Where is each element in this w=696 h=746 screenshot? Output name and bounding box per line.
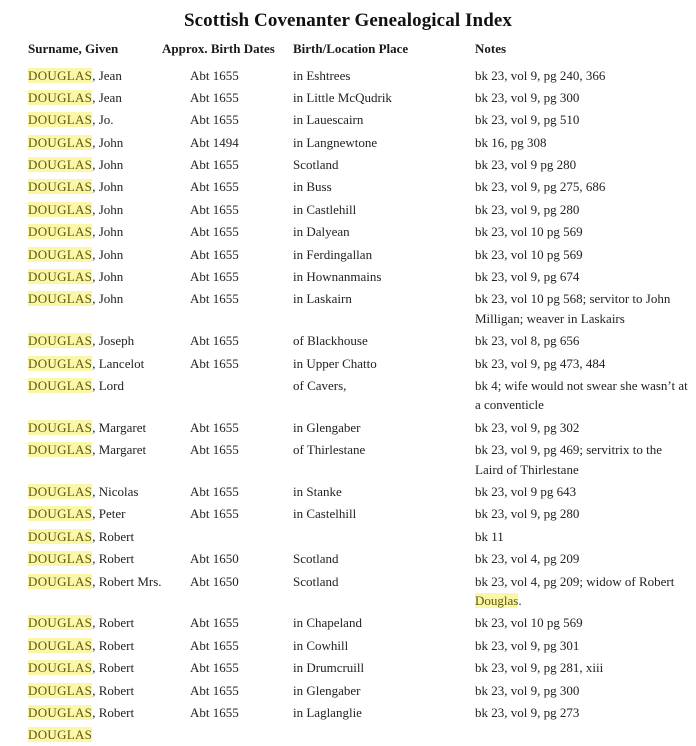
name-cell bbox=[28, 418, 146, 437]
name-cell bbox=[28, 331, 134, 350]
notes-cell: bk 23, vol 9, pg 275, 686 bbox=[475, 179, 606, 195]
place-cell: of Cavers, bbox=[293, 377, 347, 393]
surname-highlight: DOUGLAS bbox=[28, 179, 93, 195]
birth-date-cell: Abt 1655 bbox=[190, 660, 239, 676]
name-cell bbox=[28, 527, 134, 546]
surname-highlight: DOUGLAS bbox=[28, 89, 93, 105]
birth-date-cell: Abt 1655 bbox=[190, 615, 239, 631]
given-name: , John bbox=[92, 269, 124, 285]
notes-cell: bk 16, pg 308 bbox=[475, 134, 547, 150]
notes-cell: bk 23, vol 9, pg 473, 484 bbox=[475, 355, 606, 371]
name-cell bbox=[28, 222, 123, 241]
table-row bbox=[0, 86, 696, 108]
birth-date-cell: Abt 1650 bbox=[190, 551, 239, 567]
name-cell bbox=[28, 133, 123, 152]
column-header-name: Surname, Given bbox=[28, 41, 119, 56]
table-row bbox=[0, 330, 696, 352]
given-name: , Jean bbox=[92, 89, 122, 105]
place-cell: Scotland bbox=[293, 157, 339, 173]
birth-date-cell: Abt 1655 bbox=[190, 112, 239, 128]
given-name: , Margaret bbox=[92, 419, 147, 435]
table-row bbox=[0, 198, 696, 220]
surname-highlight: DOUGLAS bbox=[28, 291, 93, 307]
surname-highlight: DOUGLAS bbox=[28, 573, 93, 589]
surname-highlight: DOUGLAS bbox=[28, 660, 93, 676]
birth-date-cell: Abt 1655 bbox=[190, 419, 239, 435]
surname-highlight: DOUGLAS bbox=[28, 112, 93, 128]
notes-cell: bk 23, vol 9 pg 643 bbox=[475, 483, 577, 499]
notes-cell: bk 4; wife would not swear she wasn’t at a conventicle bbox=[475, 377, 688, 413]
notes-text: . bbox=[518, 592, 522, 608]
notes-cell: bk 23, vol 9, pg 273 bbox=[475, 704, 580, 720]
birth-date-cell: Abt 1655 bbox=[190, 355, 239, 371]
given-name: , Joseph bbox=[92, 333, 135, 349]
page-title: Scottish Covenanter Genealogical Index bbox=[183, 10, 513, 31]
table-row bbox=[0, 679, 696, 701]
name-cell bbox=[28, 376, 124, 395]
birth-date-cell: Abt 1655 bbox=[190, 637, 239, 653]
name-cell bbox=[28, 88, 122, 107]
surname-highlight: DOUGLAS bbox=[28, 419, 93, 435]
given-name: , Robert bbox=[92, 551, 135, 567]
notes-cell: bk 23, vol 9, pg 301 bbox=[475, 637, 580, 653]
surname-highlight: DOUGLAS bbox=[28, 377, 93, 393]
given-name: , John bbox=[92, 201, 124, 217]
table-row bbox=[0, 374, 696, 416]
surname-highlight: DOUGLAS bbox=[28, 246, 93, 262]
table-header bbox=[0, 41, 696, 59]
name-cell bbox=[28, 725, 92, 744]
table-row bbox=[0, 724, 696, 746]
place-cell: in Castelhill bbox=[293, 506, 357, 522]
place-cell: in Laskairn bbox=[293, 291, 352, 307]
given-name: , John bbox=[92, 134, 124, 150]
given-name: , Jo. bbox=[92, 112, 114, 128]
notes-cell: bk 23, vol 8, pg 656 bbox=[475, 333, 580, 349]
notes-cell: bk 23, vol 9, pg 240, 366 bbox=[475, 67, 606, 83]
birth-date-cell: Abt 1650 bbox=[190, 573, 239, 589]
table-row bbox=[0, 64, 696, 86]
name-cell bbox=[28, 177, 123, 196]
surname-highlight: DOUGLAS bbox=[28, 615, 93, 631]
surname-highlight: DOUGLAS bbox=[28, 442, 93, 458]
name-cell bbox=[28, 703, 134, 722]
birth-date-cell: Abt 1494 bbox=[190, 134, 239, 150]
notes-cell: bk 23, vol 4, pg 209 bbox=[475, 551, 580, 567]
birth-date-cell: Abt 1655 bbox=[190, 704, 239, 720]
place-cell: of Blackhouse bbox=[293, 333, 368, 349]
table-row bbox=[0, 288, 696, 330]
notes-cell: bk 23, vol 9, pg 302 bbox=[475, 419, 580, 435]
given-name: , John bbox=[92, 224, 124, 240]
birth-date-cell: Abt 1655 bbox=[190, 89, 239, 105]
given-name: , Robert bbox=[92, 615, 135, 631]
birth-date-cell: Abt 1655 bbox=[190, 269, 239, 285]
table-row bbox=[0, 657, 696, 679]
given-name: , Margaret bbox=[92, 442, 147, 458]
column-header-notes: Notes bbox=[475, 41, 507, 56]
surname-highlight: DOUGLAS bbox=[28, 551, 93, 567]
given-name: , Lord bbox=[92, 377, 124, 393]
surname-highlight: DOUGLAS bbox=[28, 704, 93, 720]
notes-cell: bk 23, vol 10 pg 568; servitor to John Milligan; weaver in Laskairs bbox=[475, 291, 671, 326]
name-cell bbox=[28, 200, 123, 219]
place-cell: in Langnewtone bbox=[293, 134, 378, 150]
notes-cell bbox=[475, 572, 690, 611]
given-name: , Robert bbox=[92, 528, 135, 544]
given-name: , Robert bbox=[92, 660, 135, 676]
birth-date-cell: Abt 1655 bbox=[190, 442, 239, 458]
name-cell bbox=[28, 636, 134, 655]
notes-cell: bk 23, vol 10 pg 569 bbox=[475, 224, 583, 240]
birth-date-cell: Abt 1655 bbox=[190, 333, 239, 349]
birth-date-cell: Abt 1655 bbox=[190, 506, 239, 522]
name-cell bbox=[28, 504, 125, 523]
table-row bbox=[0, 131, 696, 153]
name-cell bbox=[28, 245, 123, 264]
surname-highlight: DOUGLAS bbox=[28, 67, 93, 83]
place-cell: in Lauescairn bbox=[293, 112, 364, 128]
notes-cell: bk 23, vol 9, pg 674 bbox=[475, 269, 580, 285]
given-name: , Robert bbox=[92, 682, 135, 698]
table-row bbox=[0, 416, 696, 438]
notes-cell: bk 23, vol 9, pg 280 bbox=[475, 201, 580, 217]
notes-cell: bk 23, vol 10 pg 569 bbox=[475, 246, 583, 262]
search-term-highlight: Douglas bbox=[475, 592, 519, 608]
place-cell: in Glengaber bbox=[293, 419, 361, 435]
surname-highlight: DOUGLAS bbox=[28, 682, 93, 698]
notes-cell: bk 23, vol 9 pg 280 bbox=[475, 157, 577, 173]
birth-date-cell: Abt 1655 bbox=[190, 246, 239, 262]
place-cell: in Stanke bbox=[293, 483, 342, 499]
place-cell: in Hownanmains bbox=[293, 269, 382, 285]
name-cell bbox=[28, 354, 144, 373]
table-row bbox=[0, 634, 696, 656]
notes-cell: bk 23, vol 9, pg 300 bbox=[475, 89, 580, 105]
name-cell bbox=[28, 613, 134, 632]
name-cell bbox=[28, 681, 134, 700]
surname-highlight: DOUGLAS bbox=[28, 201, 93, 217]
given-name: , John bbox=[92, 246, 124, 262]
given-name: , Nicolas bbox=[92, 483, 139, 499]
place-cell: Scotland bbox=[293, 573, 339, 589]
place-cell: in Castlehill bbox=[293, 201, 357, 217]
name-cell bbox=[28, 110, 114, 129]
name-cell bbox=[28, 482, 138, 501]
place-cell: in Eshtrees bbox=[293, 67, 351, 83]
birth-date-cell: Abt 1655 bbox=[190, 483, 239, 499]
table-row bbox=[0, 109, 696, 131]
column-header-place: Birth/Location Place bbox=[293, 41, 409, 56]
table-row bbox=[0, 266, 696, 288]
surname-highlight: DOUGLAS bbox=[28, 224, 93, 240]
surname-highlight: DOUGLAS bbox=[28, 483, 93, 499]
table-row bbox=[0, 612, 696, 634]
table-row bbox=[0, 525, 696, 547]
place-cell: in Upper Chatto bbox=[293, 355, 377, 371]
name-cell bbox=[28, 658, 134, 677]
table-row bbox=[0, 439, 696, 481]
birth-date-cell: Abt 1655 bbox=[190, 157, 239, 173]
surname-highlight: DOUGLAS bbox=[28, 134, 93, 150]
notes-cell: bk 23, vol 9, pg 281, xiii bbox=[475, 660, 604, 676]
place-cell: in Chapeland bbox=[293, 615, 362, 631]
name-cell bbox=[28, 572, 162, 591]
given-name: , John bbox=[92, 291, 124, 307]
place-cell: in Glengaber bbox=[293, 682, 361, 698]
name-cell bbox=[28, 549, 134, 568]
surname-highlight: DOUGLAS bbox=[28, 637, 93, 653]
place-cell: in Buss bbox=[293, 179, 332, 195]
notes-cell: bk 11 bbox=[475, 528, 504, 544]
notes-cell: bk 23, vol 10 pg 569 bbox=[475, 615, 583, 631]
column-header-date: Approx. Birth Dates bbox=[162, 41, 275, 56]
birth-date-cell: Abt 1655 bbox=[190, 291, 239, 307]
table-row bbox=[0, 154, 696, 176]
given-name: , Jean bbox=[92, 67, 122, 83]
notes-cell: bk 23, vol 9, pg 300 bbox=[475, 682, 580, 698]
place-cell: in Cowhill bbox=[293, 637, 349, 653]
place-cell: in Dalyean bbox=[293, 224, 350, 240]
table-row bbox=[0, 480, 696, 502]
given-name: , Robert bbox=[92, 637, 135, 653]
name-cell bbox=[28, 267, 123, 286]
table-row bbox=[0, 548, 696, 570]
place-cell: Scotland bbox=[293, 551, 339, 567]
notes-cell: bk 23, vol 9, pg 280 bbox=[475, 506, 580, 522]
notes-cell: bk 23, vol 9, pg 469; servitrix to the Laird of Thirlestane bbox=[475, 442, 663, 477]
notes-cell: bk 23, vol 9, pg 510 bbox=[475, 112, 580, 128]
surname-highlight: DOUGLAS bbox=[28, 727, 93, 743]
name-cell bbox=[28, 155, 123, 174]
given-name: , Lancelot bbox=[92, 355, 145, 371]
table-row bbox=[0, 243, 696, 265]
table-row bbox=[0, 570, 696, 612]
given-name: , Robert bbox=[92, 704, 135, 720]
birth-date-cell: Abt 1655 bbox=[190, 201, 239, 217]
table-row bbox=[0, 221, 696, 243]
surname-highlight: DOUGLAS bbox=[28, 157, 93, 173]
surname-highlight: DOUGLAS bbox=[28, 528, 93, 544]
surname-highlight: DOUGLAS bbox=[28, 355, 93, 371]
birth-date-cell: Abt 1655 bbox=[190, 67, 239, 83]
table-row bbox=[0, 701, 696, 723]
place-cell: in Laglanglie bbox=[293, 704, 362, 720]
surname-highlight: DOUGLAS bbox=[28, 269, 93, 285]
name-cell bbox=[28, 289, 123, 308]
surname-highlight: DOUGLAS bbox=[28, 333, 93, 349]
birth-date-cell: Abt 1655 bbox=[190, 224, 239, 240]
given-name: , John bbox=[92, 157, 124, 173]
surname-highlight: DOUGLAS bbox=[28, 506, 93, 522]
given-name: , Robert Mrs. bbox=[92, 573, 162, 589]
name-cell bbox=[28, 440, 146, 459]
given-name: , Peter bbox=[92, 506, 126, 522]
place-cell: of Thirlestane bbox=[293, 442, 366, 458]
notes-text: bk 23, vol 4, pg 209; widow of Robert bbox=[475, 573, 675, 589]
place-cell: in Drumcruill bbox=[293, 660, 365, 676]
birth-date-cell: Abt 1655 bbox=[190, 179, 239, 195]
index-table bbox=[0, 64, 696, 746]
table-row bbox=[0, 503, 696, 525]
table-row bbox=[0, 352, 696, 374]
place-cell: in Ferdingallan bbox=[293, 246, 373, 262]
table-row bbox=[0, 176, 696, 198]
birth-date-cell: Abt 1655 bbox=[190, 682, 239, 698]
name-cell bbox=[28, 66, 122, 85]
given-name: , John bbox=[92, 179, 124, 195]
place-cell: in Little McQudrik bbox=[293, 89, 392, 105]
